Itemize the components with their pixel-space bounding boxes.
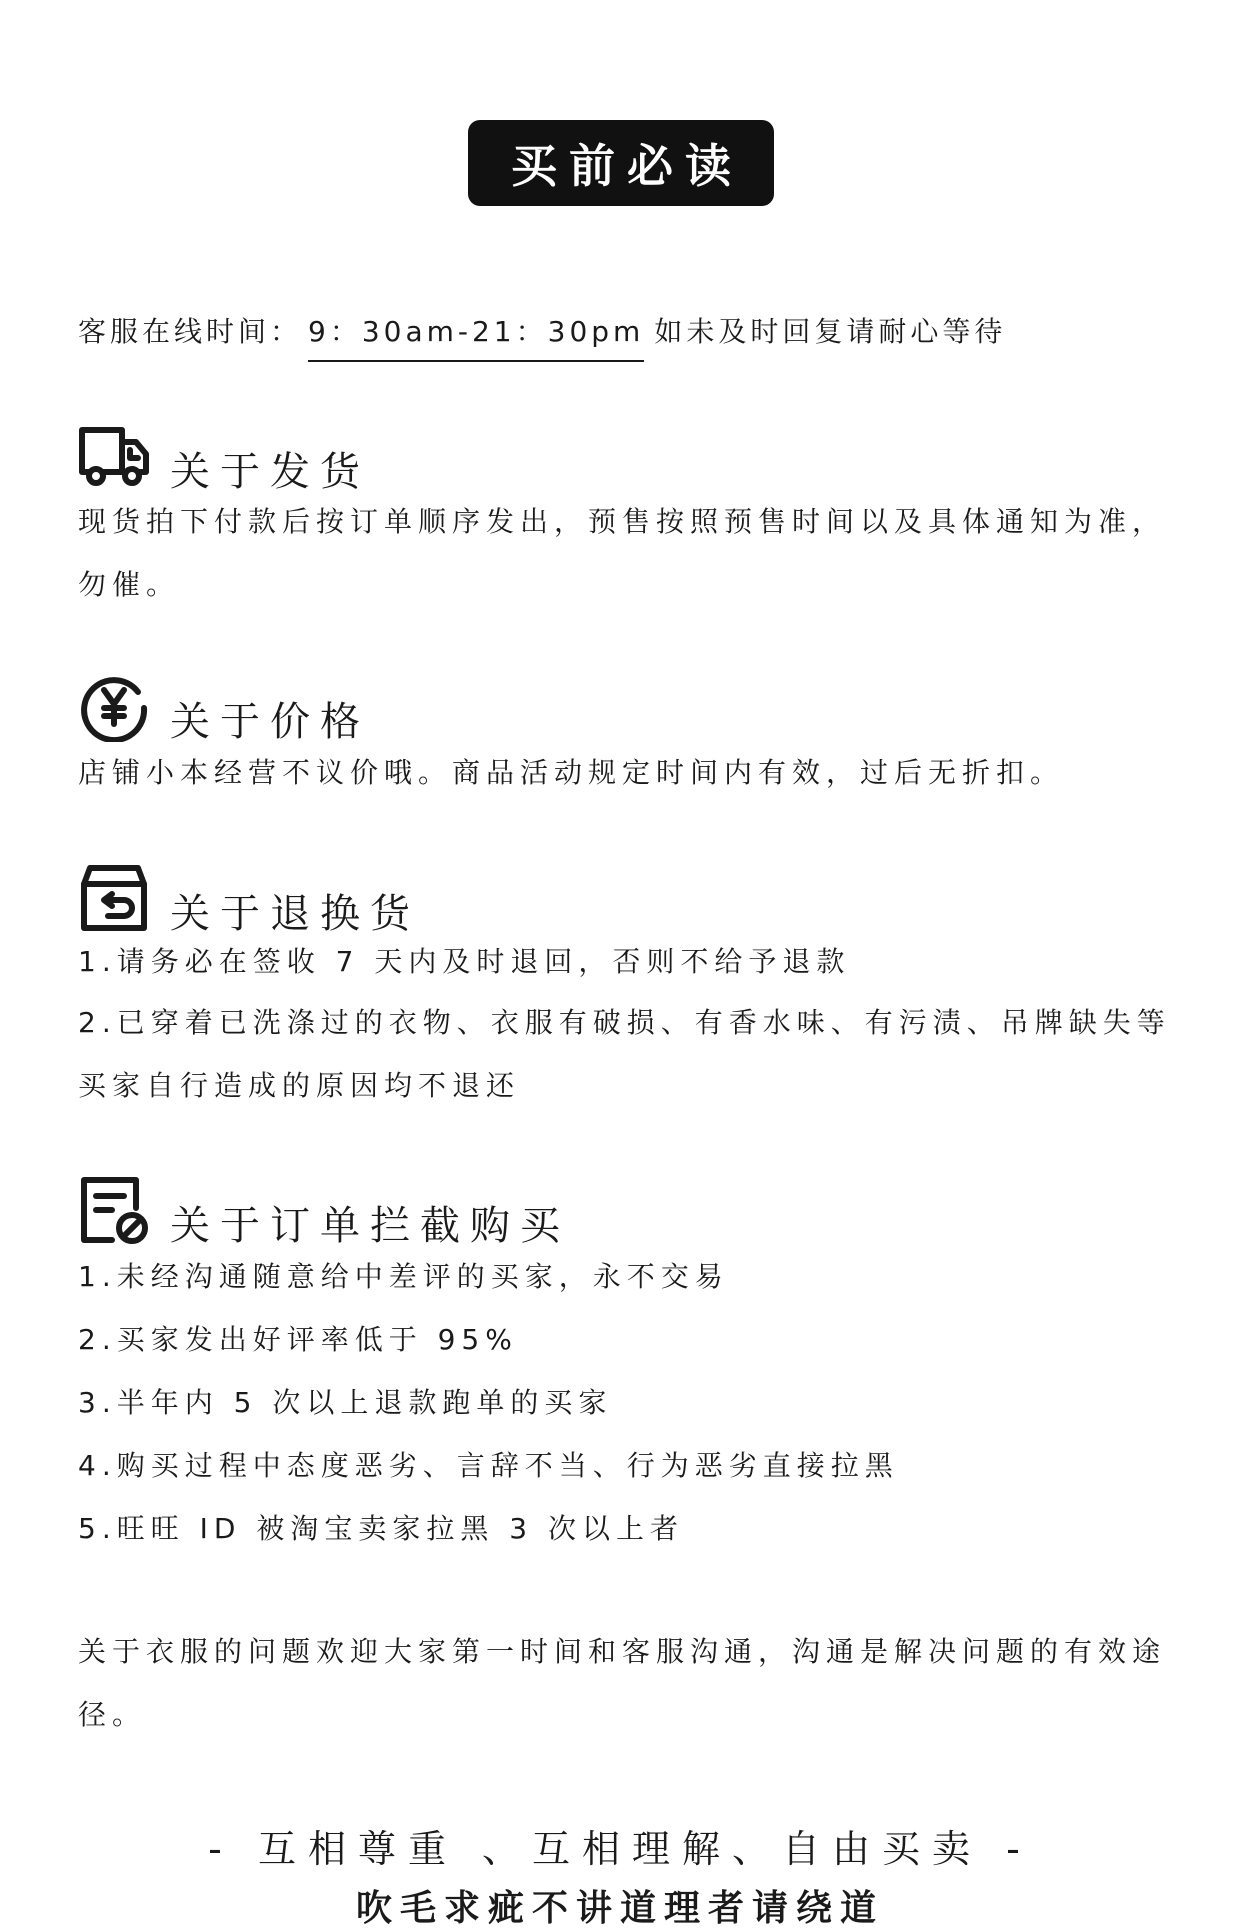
list-item: 4.购买过程中态度恶劣、言辞不当、行为恶劣直接拉黑 xyxy=(78,1449,899,1482)
list-item: 3.半年内 5 次以上退款跑单的买家 xyxy=(78,1386,613,1419)
blocked-order-icon xyxy=(78,1174,150,1250)
closing-text: 关于衣服的问题欢迎大家第一时间和客服沟通，沟通是解决问题的有效途径。 xyxy=(78,1635,1167,1731)
service-hours-note: 如未及时回复请耐心等待 xyxy=(654,315,1007,348)
service-hours xyxy=(78,310,1006,362)
truck-icon xyxy=(78,420,150,496)
list-item: 1.未经沟通随意给中差评的买家，永不交易 xyxy=(78,1260,729,1293)
section-shipping-header xyxy=(78,418,370,497)
section-price-header xyxy=(78,668,370,747)
section-returns-header xyxy=(78,860,420,939)
motto-line: - 互相尊重 、互相理解、自由买卖 - xyxy=(208,1827,1032,1871)
page-title: 买前必读 xyxy=(511,139,743,193)
section-title: 关于订单拦截购买 xyxy=(170,1203,570,1249)
service-hours-time: 9：30am-21：30pm xyxy=(308,310,644,362)
list-item: 1.请务必在签收 7 天内及时退回，否则不给予退款 xyxy=(78,945,851,978)
section-blocking-header xyxy=(78,1172,570,1251)
list-item: 5.旺旺 ID 被淘宝卖家拉黑 3 次以上者 xyxy=(78,1512,684,1545)
motto-subline: 吹毛求疵不讲道理者请绕道 xyxy=(355,1888,884,1929)
list-item: 2.已穿着已洗涤过的衣物、衣服有破损、有香水味、有污渍、吊牌缺失等买家自行造成的原因均不退还 xyxy=(78,1006,1171,1102)
section-title: 关于发货 xyxy=(170,449,370,495)
service-hours-label: 客服在线时间： xyxy=(78,315,303,348)
return-box-icon xyxy=(78,862,150,938)
section-shipping-text: 现货拍下付款后按订单顺序发出，预售按照预售时间以及具体通知为准，勿催。 xyxy=(78,505,1167,601)
header-badge xyxy=(468,120,774,206)
section-title: 关于价格 xyxy=(170,699,370,745)
section-title: 关于退换货 xyxy=(170,891,420,937)
list-item: 2.买家发出好评率低于 95% xyxy=(78,1323,518,1356)
yen-coin-icon xyxy=(78,670,150,746)
section-price-text: 店铺小本经营不议价哦。商品活动规定时间内有效，过后无折扣。 xyxy=(78,756,1065,789)
